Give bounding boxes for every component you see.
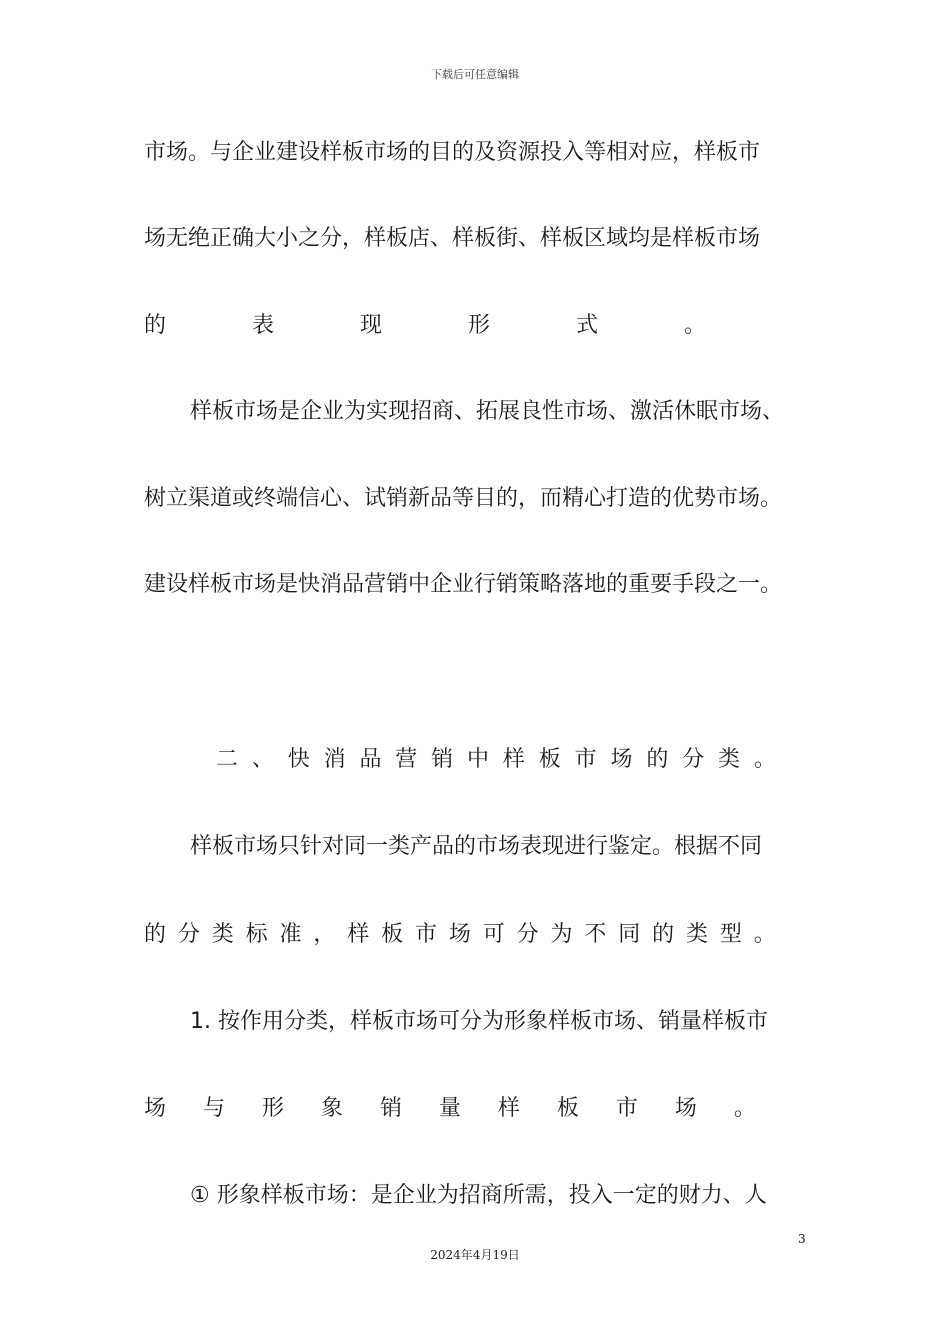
paragraph-2-line-1: 样板市场是企业为实现招商、拓展良性市场、激活休眠市场、 [190,399,785,424]
text-char: 类 [211,922,234,947]
text-char: 场 [674,1096,697,1121]
text-char: 形 [467,313,490,338]
text-char: 类 [686,922,709,947]
text-char: 分 [177,922,200,947]
text-char: 的 [652,922,675,947]
paragraph-1-line-3 [144,311,706,341]
text-char: 板 [538,747,561,772]
paragraph-4-line-2 [144,1094,756,1124]
text-char: 板 [381,922,404,947]
text-char: 。 [753,922,776,947]
text-char: 量 [438,1096,461,1121]
text-char: 分 [682,747,705,772]
text-char: 快 [287,747,310,772]
text-char: 营 [395,747,418,772]
text-char: 销 [431,747,454,772]
text-char: 。 [683,313,706,338]
text-char: 类 [718,747,741,772]
text-char: 准 [279,922,302,947]
text-char: 市 [574,747,597,772]
text-char: ， [313,922,336,947]
text-char: 形 [261,1096,284,1121]
footer-date: 2024年4月19日 [430,1248,520,1262]
text-char: 同 [618,922,641,947]
paragraph-5-line-1: ① 形象样板市场：是企业为招商所需，投入一定的财力、人 [190,1183,767,1208]
paragraph-1-line-2: 场无绝正确大小之分，样板店、样板街、样板区域均是样板市场 [144,226,761,251]
text-char: 消 [323,747,346,772]
text-char: 销 [379,1096,402,1121]
text-char: 样 [502,747,525,772]
text-char: 为 [550,922,573,947]
text-char: 、 [251,747,274,772]
paragraph-3-line-1: 样板市场只针对同一类产品的市场表现进行鉴定。根据不同 [190,834,763,859]
text-char: 表 [251,313,274,338]
text-char: 样 [347,922,370,947]
text-char: 的 [646,747,669,772]
text-char: 板 [556,1096,579,1121]
text-char: 样 [497,1096,520,1121]
paragraph-2-line-3: 建设样板市场是快消品营销中企业行销策略落地的重要手段之一。 [144,572,783,597]
text-char: 场 [448,922,471,947]
text-char: 场 [144,1096,167,1121]
paragraph-2-line-2: 树立渠道或终端信心、试销新品等目的，而精心打造的优势市场。 [144,486,783,511]
text-char: 标 [245,922,268,947]
text-char: 型 [719,922,742,947]
page-header-note: 下载后可任意编辑 [431,68,519,81]
text-char: 可 [482,922,505,947]
text-char: 市 [615,1096,638,1121]
text-char: 象 [320,1096,343,1121]
text-char: 分 [516,922,539,947]
text-char: 品 [359,747,382,772]
text-char: 的 [144,922,167,947]
paragraph-3-line-2 [144,920,776,950]
text-char: 与 [202,1096,225,1121]
text-char: 的 [144,313,167,338]
text-char: 二 [216,747,239,772]
text-char: 。 [753,747,776,772]
text-char: 场 [610,747,633,772]
text-char: 中 [467,747,490,772]
paragraph-4-line-1: 1. 按作用分类，样板市场可分为形象样板市场、销量样板市 [190,1009,768,1034]
text-char: 式 [575,313,598,338]
text-char: 现 [359,313,382,338]
text-char: 。 [733,1096,756,1121]
section-heading [216,745,776,775]
text-char: 市 [415,922,438,947]
paragraph-1-line-1: 市场。与企业建设样板市场的目的及资源投入等相对应，样板市 [144,140,761,165]
page-number: 3 [798,1232,806,1246]
text-char: 不 [584,922,607,947]
